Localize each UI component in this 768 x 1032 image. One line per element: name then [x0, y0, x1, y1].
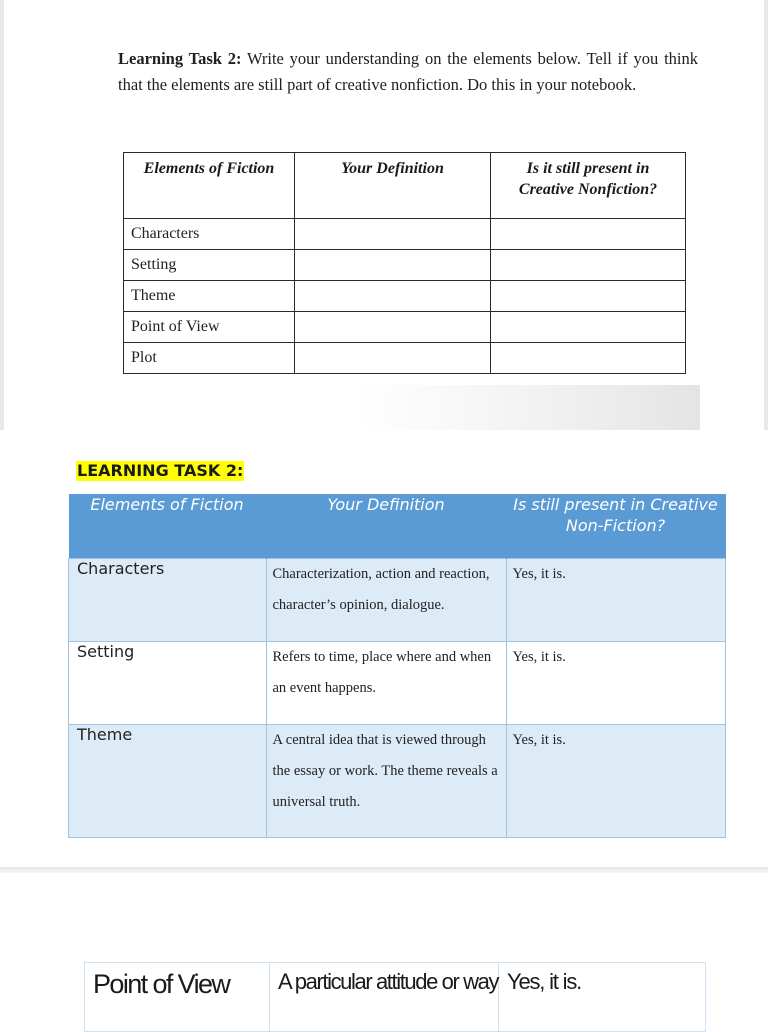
- continuation-definition-cell: A particular attitude or way: [270, 963, 499, 1032]
- worksheet-row: [124, 250, 686, 281]
- answer-present-cell: Yes, it is.: [506, 725, 725, 838]
- worksheet-element-cell: Point of View: [124, 312, 295, 343]
- continuation-table: [84, 962, 706, 1032]
- worksheet-blank-cell: [295, 219, 491, 250]
- task-label: Learning Task 2:: [118, 49, 242, 68]
- answer-row: [69, 642, 726, 725]
- worksheet-element-cell: Plot: [124, 343, 295, 374]
- answer-header-definition: Your Definition: [266, 494, 506, 559]
- worksheet-blank-cell: [491, 281, 686, 312]
- worksheet-header-present: Is it still present in Creative Nonfiction?: [491, 153, 686, 219]
- answer-row: [69, 725, 726, 838]
- task-text: Write your understanding on the elements below. Tell if you think that the elements are still part of creative nonfiction. Do this in your notebook.: [118, 49, 698, 94]
- scan-border-right: [764, 0, 768, 430]
- worksheet-row: [124, 281, 686, 312]
- answer-row: [69, 559, 726, 642]
- scan-border-left: [0, 0, 4, 430]
- answer-page: [0, 430, 768, 867]
- worksheet-header-definition: Your Definition: [295, 153, 491, 219]
- answer-table: [68, 494, 726, 838]
- scan-smudge: [360, 385, 700, 430]
- answer-heading: LEARNING TASK 2:: [77, 461, 244, 480]
- answer-header-present: Is still present in Creative Non-Fiction?: [506, 494, 725, 559]
- worksheet-element-cell: Theme: [124, 281, 295, 312]
- worksheet-blank-cell: [295, 343, 491, 374]
- worksheet-element-cell: Setting: [124, 250, 295, 281]
- answer-definition-cell: A central idea that is viewed through the essay or work. The theme reveals a universal truth.: [266, 725, 506, 838]
- answer-present-cell: Yes, it is.: [506, 642, 725, 725]
- worksheet-blank-cell: [491, 312, 686, 343]
- answer-header-row: [69, 494, 726, 559]
- worksheet-header-elements: Elements of Fiction: [124, 153, 295, 219]
- worksheet-blank-cell: [491, 250, 686, 281]
- answer-definition-cell: Characterization, action and reaction, character’s opinion, dialogue.: [266, 559, 506, 642]
- answer-element-cell: Theme: [69, 725, 267, 838]
- scanned-worksheet: [0, 0, 768, 430]
- worksheet-blank-cell: [295, 312, 491, 343]
- worksheet-blank-cell: [491, 343, 686, 374]
- answer-element-cell: Setting: [69, 642, 267, 725]
- worksheet-header-row: [124, 153, 686, 219]
- answer-definition-cell: Refers to time, place where and when an event happens.: [266, 642, 506, 725]
- worksheet-blank-cell: [295, 250, 491, 281]
- continuation-row: [85, 963, 706, 1032]
- answer-header-elements: Elements of Fiction: [69, 494, 267, 559]
- worksheet-table: [123, 152, 686, 374]
- answer-element-cell: Characters: [69, 559, 267, 642]
- worksheet-row: [124, 219, 686, 250]
- worksheet-blank-cell: [491, 219, 686, 250]
- task-instructions: [118, 46, 698, 98]
- worksheet-blank-cell: [295, 281, 491, 312]
- continuation-present-cell: Yes, it is.: [499, 963, 706, 1032]
- worksheet-element-cell: Characters: [124, 219, 295, 250]
- continuation-element-cell: Point of View: [85, 963, 270, 1032]
- worksheet-row: [124, 312, 686, 343]
- answer-present-cell: Yes, it is.: [506, 559, 725, 642]
- continuation-page: [0, 873, 768, 1024]
- worksheet-row: [124, 343, 686, 374]
